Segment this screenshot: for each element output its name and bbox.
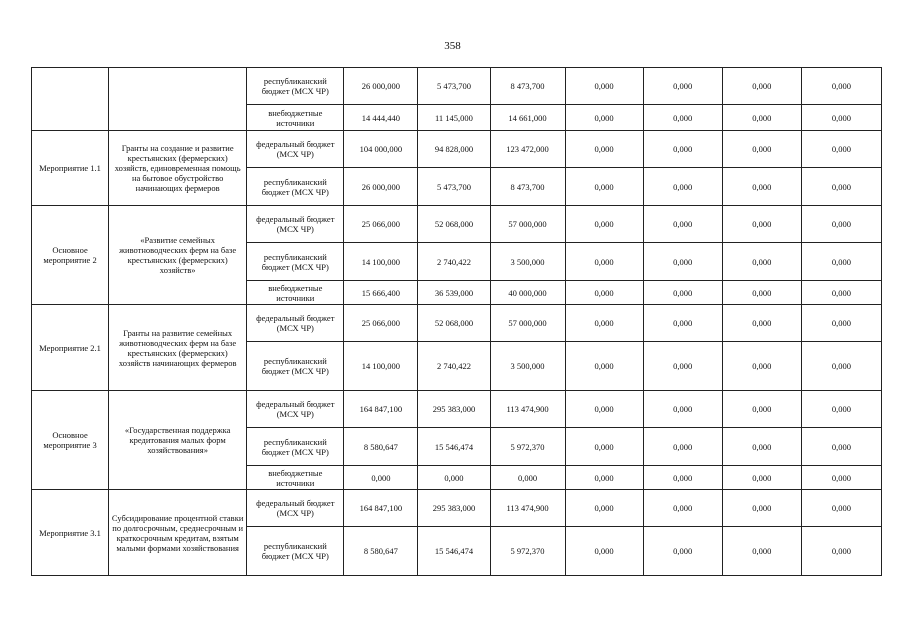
amount-cell: 0,000 [643,131,722,168]
event-name-cell: «Государственная поддержка кредитования малых форм хозяйствования» [109,391,247,490]
amount-cell: 0,000 [643,105,722,131]
amount-cell: 0,000 [565,305,643,342]
event-name-cell: «Развитие семейных животноводческих ферм на базе крестьянских (фермерских) хозяйств» [109,206,247,305]
budget-table [31,67,882,576]
event-label-cell: Мероприятие 1.1 [32,131,109,206]
amount-cell: 0,000 [722,281,801,305]
amount-cell: 15 546,474 [418,428,490,466]
amount-cell: 5 473,700 [418,168,490,206]
amount-cell: 295 383,000 [418,391,490,428]
amount-cell: 0,000 [801,68,881,105]
amount-cell: 26 000,000 [344,168,418,206]
amount-cell: 0,000 [722,391,801,428]
amount-cell: 0,000 [490,466,565,490]
amount-cell: 40 000,000 [490,281,565,305]
amount-cell: 94 828,000 [418,131,490,168]
funding-source-cell: федеральный бюджет (МСХ ЧР) [247,490,344,527]
amount-cell: 0,000 [722,243,801,281]
table-row [32,131,882,168]
amount-cell: 0,000 [565,131,643,168]
amount-cell: 0,000 [344,466,418,490]
table-row [32,391,882,428]
amount-cell: 26 000,000 [344,68,418,105]
amount-cell: 14 100,000 [344,243,418,281]
amount-cell: 0,000 [801,105,881,131]
amount-cell: 8 473,700 [490,168,565,206]
amount-cell: 104 000,000 [344,131,418,168]
amount-cell: 0,000 [722,206,801,243]
table-row [32,490,882,527]
amount-cell: 8 473,700 [490,68,565,105]
amount-cell: 0,000 [643,428,722,466]
amount-cell: 0,000 [801,168,881,206]
funding-source-cell: внебюджетные источники [247,105,344,131]
amount-cell: 0,000 [565,281,643,305]
amount-cell: 113 474,900 [490,391,565,428]
event-name-cell [109,68,247,131]
amount-cell: 8 580,647 [344,428,418,466]
funding-source-cell: республиканский бюджет (МСХ ЧР) [247,342,344,391]
amount-cell: 0,000 [565,466,643,490]
amount-cell: 113 474,900 [490,490,565,527]
amount-cell: 0,000 [643,243,722,281]
amount-cell: 0,000 [722,168,801,206]
amount-cell: 3 500,000 [490,342,565,391]
amount-cell: 5 972,370 [490,527,565,576]
event-label-cell: Мероприятие 3.1 [32,490,109,576]
amount-cell: 0,000 [643,206,722,243]
amount-cell: 5 972,370 [490,428,565,466]
funding-source-cell: республиканский бюджет (МСХ ЧР) [247,428,344,466]
amount-cell: 0,000 [565,243,643,281]
amount-cell: 0,000 [722,305,801,342]
event-name-cell: Гранты на создание и развитие крестьянских (фермерских) хозяйств, единовременная помощь на бытовое обустройство начинающих фермеров [109,131,247,206]
amount-cell: 52 068,000 [418,305,490,342]
funding-source-cell: внебюджетные источники [247,281,344,305]
amount-cell: 0,000 [722,105,801,131]
amount-cell: 0,000 [565,391,643,428]
amount-cell: 0,000 [801,243,881,281]
amount-cell: 0,000 [565,342,643,391]
event-label-cell: Основное мероприятие 2 [32,206,109,305]
amount-cell: 0,000 [801,466,881,490]
amount-cell: 57 000,000 [490,206,565,243]
event-label-cell: Основное мероприятие 3 [32,391,109,490]
page-number: 358 [444,40,461,52]
amount-cell: 15 546,474 [418,527,490,576]
amount-cell: 0,000 [801,206,881,243]
amount-cell: 57 000,000 [490,305,565,342]
event-label-cell: Мероприятие 2.1 [32,305,109,391]
amount-cell: 164 847,100 [344,490,418,527]
amount-cell: 15 666,400 [344,281,418,305]
amount-cell: 0,000 [643,342,722,391]
amount-cell: 14 444,440 [344,105,418,131]
amount-cell: 52 068,000 [418,206,490,243]
amount-cell: 0,000 [565,206,643,243]
amount-cell: 0,000 [801,527,881,576]
amount-cell: 0,000 [722,342,801,391]
funding-source-cell: федеральный бюджет (МСХ ЧР) [247,206,344,243]
amount-cell: 11 145,000 [418,105,490,131]
amount-cell: 0,000 [565,105,643,131]
amount-cell: 0,000 [418,466,490,490]
table-row [32,305,882,342]
amount-cell: 2 740,422 [418,342,490,391]
amount-cell: 14 661,000 [490,105,565,131]
amount-cell: 25 066,000 [344,206,418,243]
amount-cell: 164 847,100 [344,391,418,428]
amount-cell: 3 500,000 [490,243,565,281]
amount-cell: 0,000 [643,168,722,206]
amount-cell: 0,000 [565,68,643,105]
amount-cell: 0,000 [722,428,801,466]
budget-table-body [32,68,882,576]
amount-cell: 0,000 [801,428,881,466]
event-label-cell [32,68,109,131]
amount-cell: 123 472,000 [490,131,565,168]
funding-source-cell: республиканский бюджет (МСХ ЧР) [247,527,344,576]
funding-source-cell: федеральный бюджет (МСХ ЧР) [247,305,344,342]
amount-cell: 0,000 [565,428,643,466]
event-name-cell: Субсидирование процентной ставки по долгосрочным, среднесрочным и краткосрочным кредитам, взятым малыми формами хозяйствования [109,490,247,576]
amount-cell: 0,000 [722,490,801,527]
amount-cell: 0,000 [722,527,801,576]
table-row [32,68,882,105]
amount-cell: 36 539,000 [418,281,490,305]
amount-cell: 0,000 [565,527,643,576]
amount-cell: 0,000 [801,305,881,342]
amount-cell: 0,000 [643,281,722,305]
amount-cell: 8 580,647 [344,527,418,576]
amount-cell: 0,000 [801,131,881,168]
amount-cell: 0,000 [722,131,801,168]
amount-cell: 25 066,000 [344,305,418,342]
amount-cell: 295 383,000 [418,490,490,527]
amount-cell: 0,000 [722,68,801,105]
amount-cell: 0,000 [801,281,881,305]
funding-source-cell: внебюджетные источники [247,466,344,490]
amount-cell: 0,000 [643,527,722,576]
table-row [32,206,882,243]
amount-cell: 0,000 [722,466,801,490]
event-name-cell: Гранты на развитие семейных животноводческих ферм на базе крестьянских (фермерских) хозяйств начинающих фермеров [109,305,247,391]
funding-source-cell: республиканский бюджет (МСХ ЧР) [247,243,344,281]
amount-cell: 0,000 [565,490,643,527]
funding-source-cell: республиканский бюджет (МСХ ЧР) [247,68,344,105]
amount-cell: 5 473,700 [418,68,490,105]
amount-cell: 0,000 [801,342,881,391]
funding-source-cell: федеральный бюджет (МСХ ЧР) [247,391,344,428]
funding-source-cell: республиканский бюджет (МСХ ЧР) [247,168,344,206]
amount-cell: 14 100,000 [344,342,418,391]
amount-cell: 0,000 [801,490,881,527]
amount-cell: 0,000 [643,490,722,527]
amount-cell: 0,000 [801,391,881,428]
amount-cell: 0,000 [643,391,722,428]
amount-cell: 0,000 [643,466,722,490]
funding-source-cell: федеральный бюджет (МСХ ЧР) [247,131,344,168]
amount-cell: 0,000 [643,68,722,105]
amount-cell: 0,000 [565,168,643,206]
amount-cell: 2 740,422 [418,243,490,281]
amount-cell: 0,000 [643,305,722,342]
